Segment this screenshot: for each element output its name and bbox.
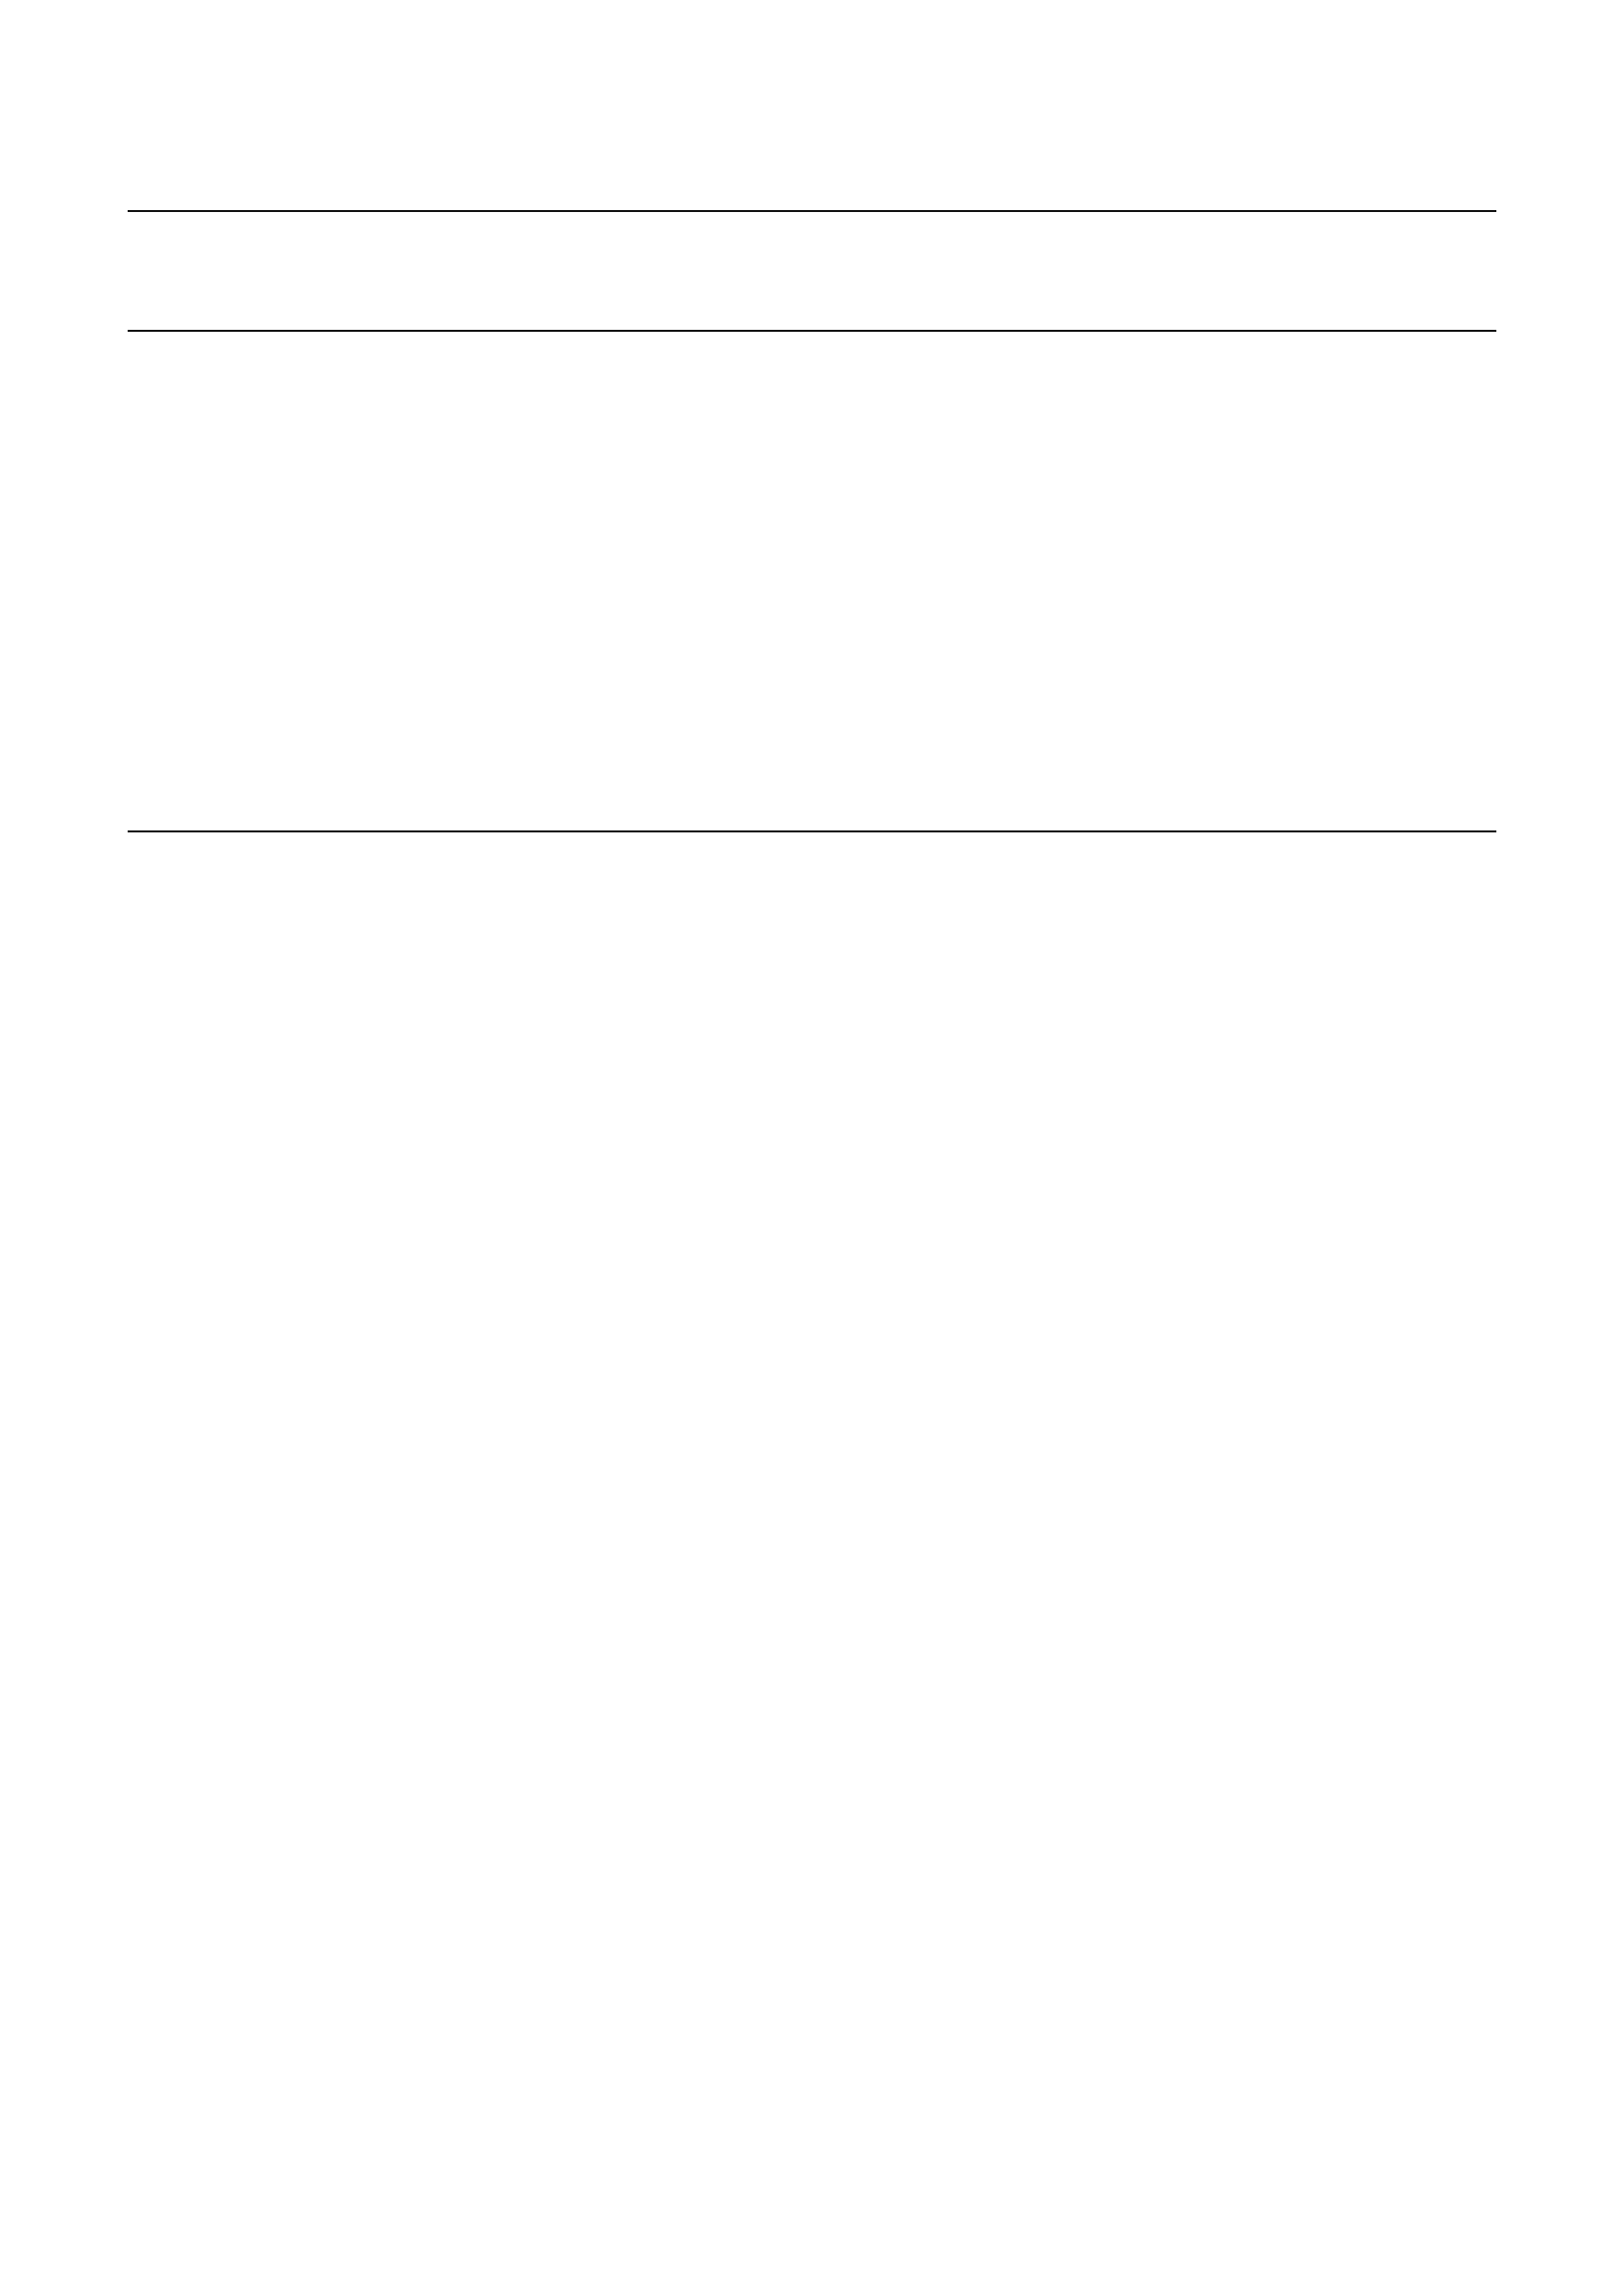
- footer-rule: [128, 830, 1496, 832]
- section-paragraph: [128, 495, 1496, 524]
- section-heading: [128, 691, 1496, 722]
- document-title: [128, 236, 1496, 265]
- page-number: [128, 909, 1496, 933]
- title-rule: [128, 330, 1496, 332]
- section-paragraph: [128, 457, 1496, 487]
- section-heading: [128, 552, 1496, 583]
- section-1: [128, 412, 1496, 524]
- section-heading: [128, 412, 1496, 444]
- section-paragraph: [128, 736, 1496, 766]
- section-3: [128, 691, 1496, 803]
- document-id: [128, 147, 1496, 183]
- document-subtitle: [128, 281, 1496, 306]
- top-rule: [128, 210, 1496, 212]
- document-meta: [128, 349, 1496, 373]
- section-paragraph: [128, 597, 1496, 626]
- section-paragraph: [128, 634, 1496, 664]
- section-paragraph: [128, 774, 1496, 803]
- section-2: [128, 552, 1496, 664]
- footer-text: [128, 872, 1496, 895]
